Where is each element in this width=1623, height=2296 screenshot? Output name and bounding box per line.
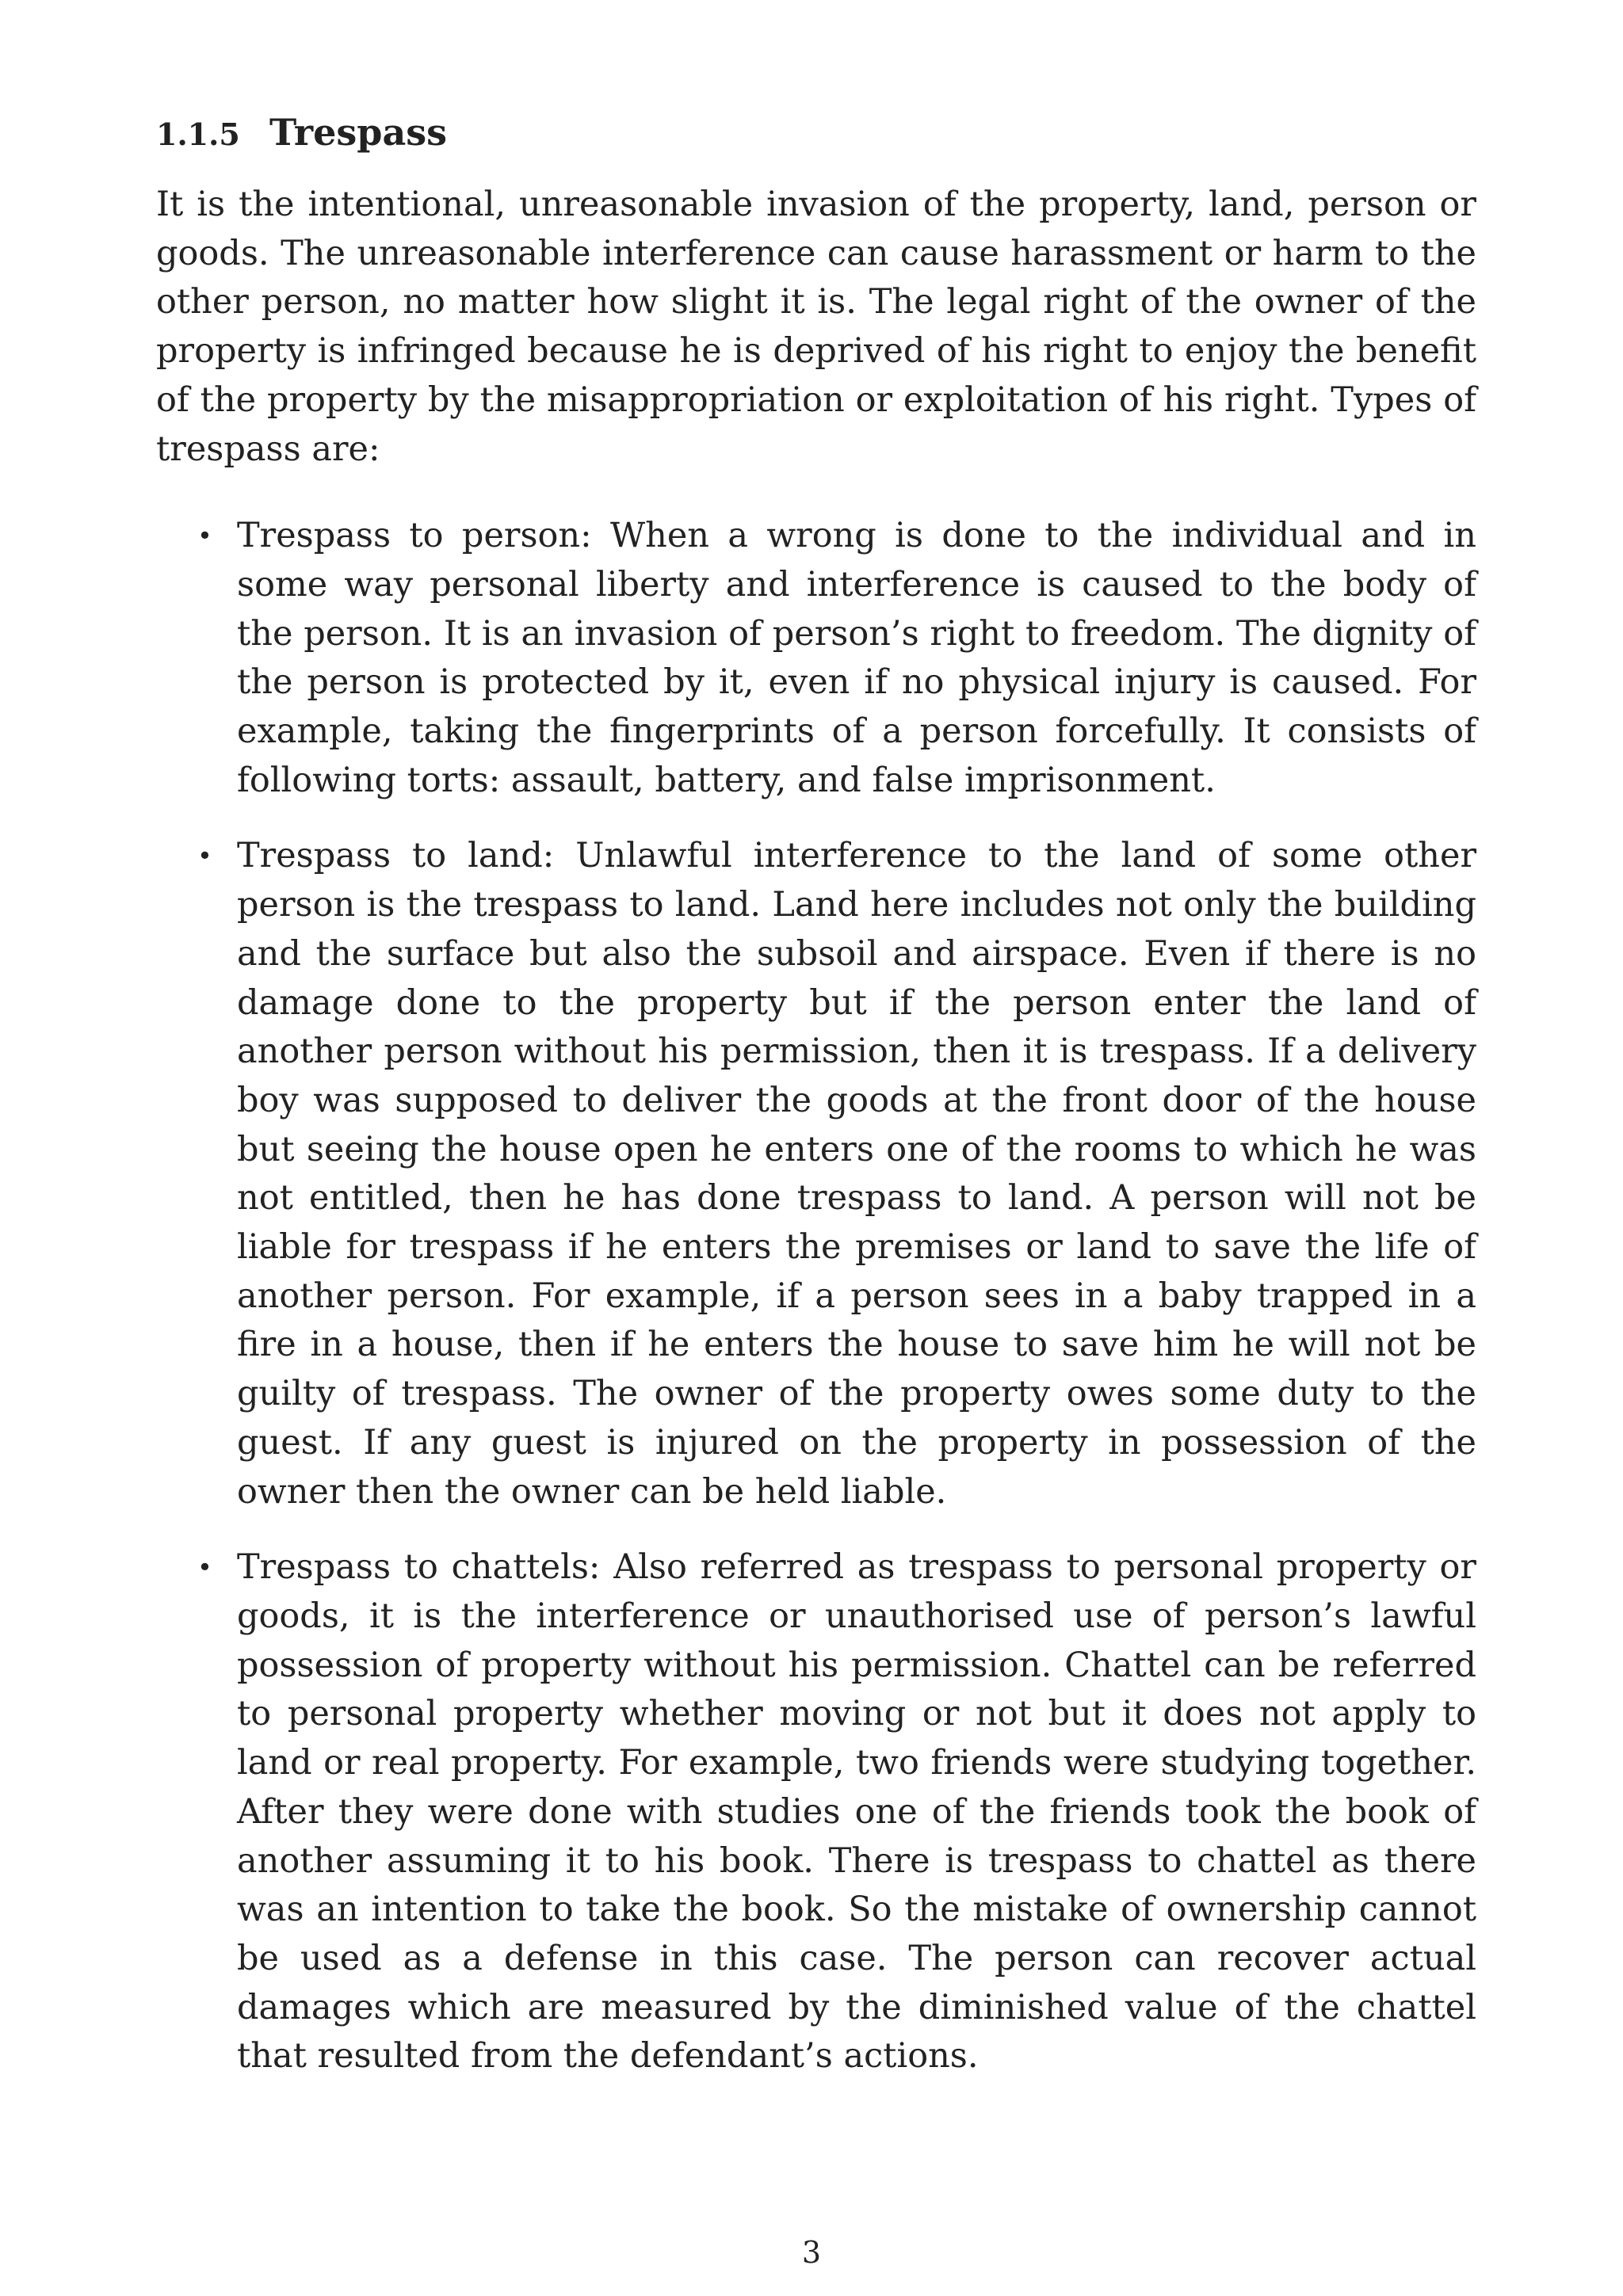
- list-item-trespass-to-person: [156, 512, 1476, 805]
- intro-paragraph: It is the intentional, unreasonable invasion of the property, land, person or goods. The unreasonable interference can cause harassment or harm to the other person, no matter how slight it is. The legal right of the owner of the property is infringed because he is deprived of his right to enjoy the benefit of the property by the misappropriation or exploitation of his right. Types of trespass are:: [156, 185, 1476, 469]
- page-content: [156, 111, 1476, 2108]
- trespass-types-list: [156, 512, 1476, 2081]
- bullet-icon: •: [197, 1552, 212, 1583]
- page-number: 3: [801, 2235, 822, 2270]
- list-item-text: Trespass to chattels: Also referred as trespass to personal property or goods, it is the interference or unauthorised use of person’s lawful possession of property without his permission. Chattel can be referred to personal property whether moving or not but it does not apply to land or real property. For example, two friends were studying together. After they were done with studies one of the friends took the book of another assuming it to his book. There is trespass to chattel as there was an intention to take the book. So the mistake of ownership cannot be used as a defense in this case. The person can recover actual damages which are measured by the diminished value of the chattel that resulted from the defendant’s actions.: [237, 1547, 1476, 2077]
- bullet-icon: •: [197, 521, 212, 551]
- section-title: Trespass: [269, 111, 448, 154]
- list-item-text: Trespass to land: Unlawful interference to the land of some other person is the trespass to land. Land here includes not only the building and the surface but also the subsoil and airspace. Even if there is no damage done to the property but if the person enter the land of another person without his permission, then it is trespass. If a delivery boy was supposed to deliver the goods at the front door of the house but seeing the house open he enters one of the rooms to which he was not entitled, then he has done trespass to land. A person will not be liable for trespass if he enters the premises or land to save the life of another person. For example, if a person sees in a baby trapped in a fire in a house, then if he enters the house to save him he will not be guilty of trespass. The owner of the property owes some duty to the guest. If any guest is injured on the property in possession of the owner then the owner can be held liable.: [237, 836, 1476, 1512]
- list-item-trespass-to-chattels: [156, 1543, 1476, 2081]
- list-item-text: Trespass to person: When a wrong is done to the individual and in some way personal liberty and interference is caused to the body of the person. It is an invasion of person’s right to freedom. The dignity of the person is protected by it, even if no physical injury is caused. For example, taking the fingerprints of a person forcefully. It consists of following torts: assault, battery, and false imprisonment.: [237, 516, 1476, 800]
- bullet-icon: •: [197, 841, 212, 871]
- section-heading: [156, 111, 1476, 154]
- section-number: 1.1.5: [156, 116, 240, 152]
- list-item-trespass-to-land: [156, 832, 1476, 1516]
